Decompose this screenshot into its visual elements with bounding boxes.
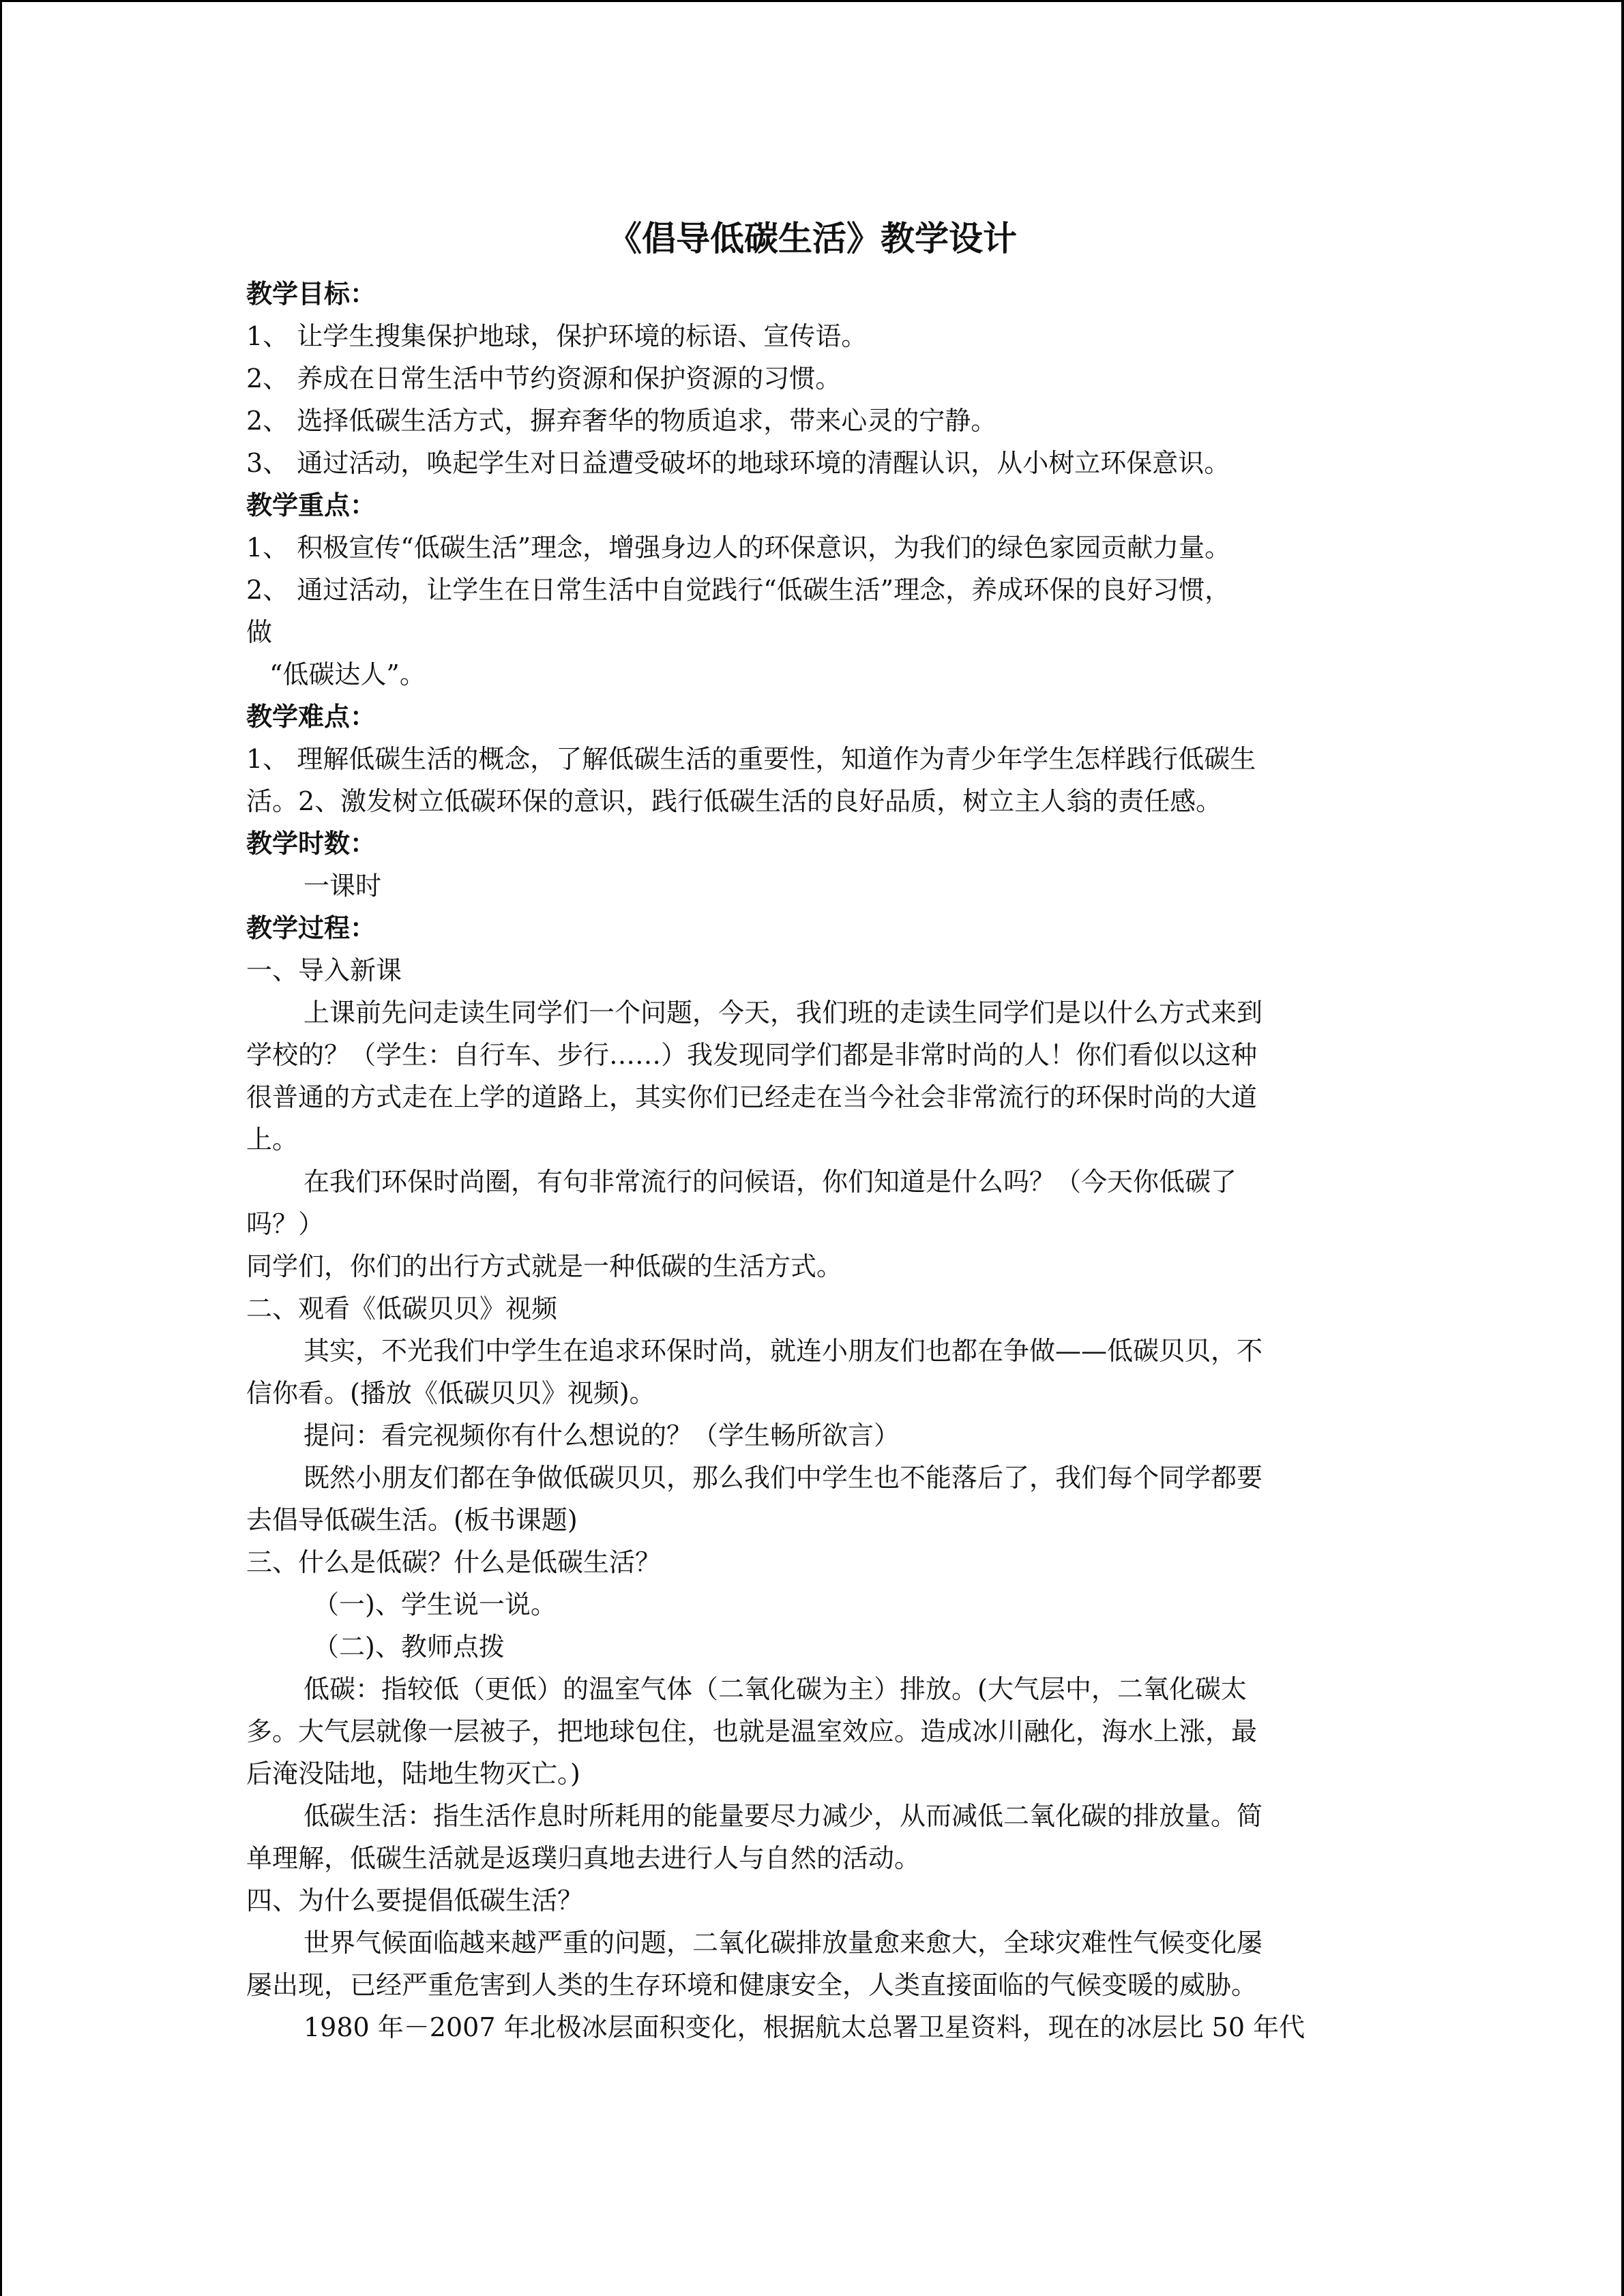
section-heading-difficulties: 教学难点：: [246, 701, 377, 732]
process-step-heading: 一、导入新课: [246, 955, 402, 985]
paragraph-line: 后淹没陆地，陆地生物灭亡。): [246, 1759, 580, 1789]
key-point-item: 2、 通过活动，让学生在日常生活中自觉践行“低碳生活”理念，养成环保的良好习惯，: [246, 575, 1231, 605]
paragraph-line: 吗？）: [246, 1209, 325, 1239]
paragraph-line: 很普通的方式走在上学的道路上，其实你们已经走在当今社会非常流行的环保时尚的大道: [246, 1082, 1258, 1112]
page-border-left: [0, 0, 2, 2296]
section-heading-class-hours: 教学时数：: [246, 828, 377, 859]
paragraph-line: 去倡导低碳生活。(板书课题): [246, 1505, 578, 1535]
paragraph-line: 信你看。(播放《低碳贝贝》视频)。: [246, 1378, 655, 1408]
section-heading-process: 教学过程：: [246, 912, 377, 943]
process-step-heading: 二、观看《低碳贝贝》视频: [246, 1294, 558, 1324]
paragraph-line: 在我们环保时尚圈，有句非常流行的问候语，你们知道是什么吗？（今天你低碳了: [304, 1167, 1237, 1197]
paragraph-line: 1980 年－2007 年北极冰层面积变化，根据航太总署卫星资料，现在的冰层比 50 年代: [304, 2012, 1305, 2042]
paragraph-line: 其实，不光我们中学生在追求环保时尚，就连小朋友们也都在争做——低碳贝贝，不: [304, 1336, 1263, 1366]
paragraph-line: 低碳：指较低（更低）的温室气体（二氧化碳为主）排放。(大气层中，二氧化碳太: [304, 1674, 1247, 1704]
objective-item: 1、 让学生搜集保护地球，保护环境的标语、宣传语。: [246, 321, 868, 351]
paragraph-line: 单理解，低碳生活就是返璞归真地去进行人与自然的活动。: [246, 1843, 921, 1873]
key-point-continuation: 做: [246, 617, 273, 647]
objective-item: 2、 选择低碳生活方式，摒弃奢华的物质追求，带来心灵的宁静。: [246, 406, 997, 436]
key-point-item: 1、 积极宣传“低碳生活”理念，增强身边人的环保意识，为我们的绿色家园贡献力量。: [246, 533, 1231, 563]
process-step-heading: 四、为什么要提倡低碳生活？: [246, 1885, 584, 1915]
paragraph-line: 多。大气层就像一层被子，把地球包住，也就是温室效应。造成冰川融化，海水上涨，最: [246, 1716, 1258, 1746]
paragraph-line: 学校的？（学生：自行车、步行……）我发现同学们都是非常时尚的人！你们看似以这种: [246, 1040, 1258, 1070]
document-title: 《倡导低碳生活》教学设计: [608, 218, 1017, 258]
paragraph-line: 低碳生活：指生活作息时所耗用的能量要尽力减少，从而减低二氧化碳的排放量。简: [304, 1801, 1263, 1831]
paragraph-line: 世界气候面临越来越严重的问题，二氧化碳排放量愈来愈大，全球灾难性气候变化屡: [304, 1928, 1263, 1958]
paragraph-line: 上。: [246, 1124, 299, 1154]
paragraph-line: 提问：看完视频你有什么想说的？（学生畅所欲言）: [304, 1420, 900, 1450]
section-heading-key-points: 教学重点：: [246, 490, 377, 520]
document-page: [246, 205, 1378, 2048]
sub-step: （一)、学生说一说。: [313, 1590, 557, 1620]
objective-item: 3、 通过活动，唤起学生对日益遭受破坏的地球环境的清醒认识，从小树立环保意识。: [246, 448, 1230, 478]
key-point-continuation: “低碳达人”。: [269, 659, 426, 689]
class-hours-value: 一课时: [304, 871, 382, 901]
difficulty-item: 活。2、激发树立低碳环保的意识，践行低碳生活的良好品质，树立主人翁的责任感。: [246, 786, 1222, 816]
difficulty-item: 1、 理解低碳生活的概念，了解低碳生活的重要性，知道作为青少年学生怎样践行低碳生: [246, 744, 1256, 774]
paragraph-line: 屡出现，已经严重危害到人类的生存环境和健康安全，人类直接面临的气候变暖的威胁。: [246, 1970, 1258, 2000]
section-heading-objectives: 教学目标：: [246, 278, 377, 309]
page-border-top: [0, 0, 1624, 2]
process-step-heading: 三、什么是低碳？什么是低碳生活？: [246, 1547, 662, 1577]
page-border-right: [1621, 0, 1624, 2296]
objective-item: 2、 养成在日常生活中节约资源和保护资源的习惯。: [246, 363, 842, 393]
sub-step: （二)、教师点拨: [313, 1632, 505, 1662]
paragraph-line: 上课前先问走读生同学们一个问题，今天，我们班的走读生同学们是以什么方式来到: [304, 998, 1263, 1028]
paragraph-line: 同学们，你们的出行方式就是一种低碳的生活方式。: [246, 1251, 843, 1281]
paragraph-line: 既然小朋友们都在争做低碳贝贝，那么我们中学生也不能落后了，我们每个同学都要: [304, 1463, 1263, 1493]
